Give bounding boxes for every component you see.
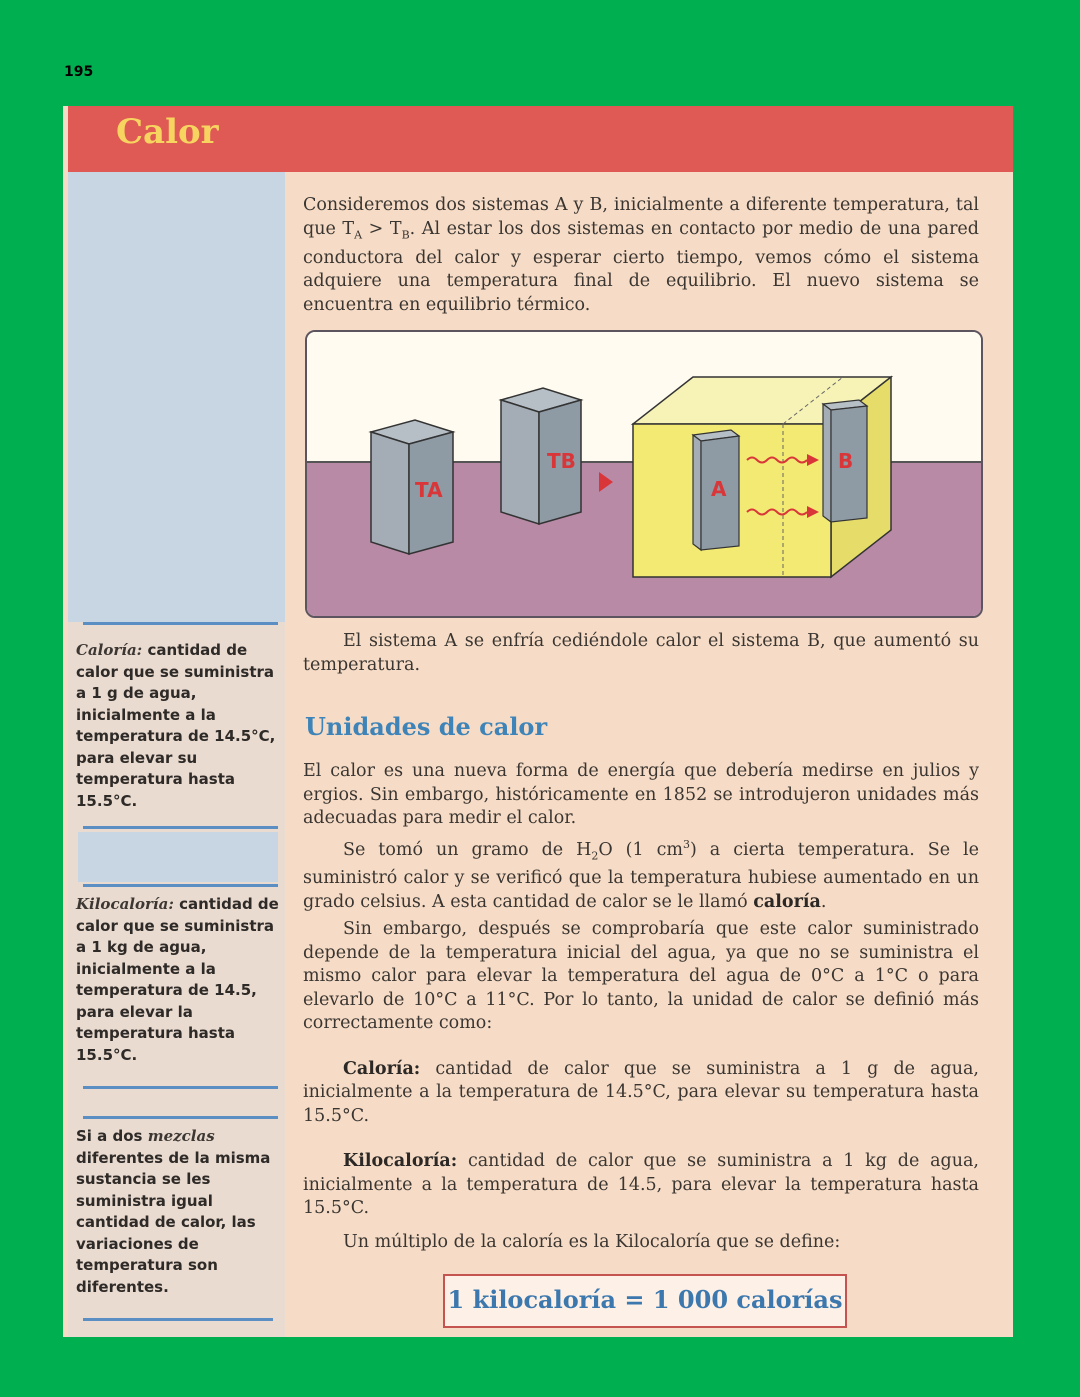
formula-box: 1 kilocaloría = 1 000 calorías: [443, 1274, 847, 1328]
sidebar-divider: [83, 884, 278, 887]
sidebar-note-text: Si a dos: [76, 1127, 148, 1145]
sidebar-note-text: cantidad de calor que se suministra a 1 g de agua, inicialmente a la temperatura de 14.5°C, para elevar su temperatura hasta 15.5°C.: [76, 641, 276, 810]
label-ta: TA: [415, 478, 443, 502]
definition-kilocaloria: [303, 1150, 979, 1221]
text-run: Se tomó un gramo de H: [343, 839, 592, 860]
intro-paragraph: [303, 194, 979, 317]
subscript-a: A: [354, 228, 363, 241]
intro-text: Consideremos dos sistemas A y B, inicialmente a diferente temperatura, tal que T: [303, 195, 979, 239]
sidebar-divider: [83, 826, 278, 829]
subscript-2: 2: [591, 848, 599, 862]
definition-term: Caloría:: [343, 1058, 421, 1079]
sidebar-divider: [83, 1086, 278, 1089]
text-run: ) a cierta temperatura. Se le suministró calor y se verificó que la temperatura hubiese aumentado en un grado celsius. A esta cantidad de calor se le llamó: [303, 839, 979, 912]
sidebar-note-kilocaloria: [76, 894, 281, 1066]
body-paragraph-2: [303, 833, 979, 915]
chapter-header: [68, 106, 1013, 172]
section-title: Unidades de calor: [305, 712, 548, 741]
sidebar-divider: [83, 622, 278, 625]
sidebar: [68, 172, 285, 1337]
body-block: [303, 760, 979, 1254]
sidebar-term: Caloría:: [76, 641, 143, 659]
subscript-b: B: [401, 228, 410, 241]
term-caloria: caloría: [753, 891, 821, 912]
thermal-equilibrium-figure: [305, 330, 983, 618]
definition-term: Kilocaloría:: [343, 1151, 458, 1172]
sidebar-term: mezclas: [147, 1127, 215, 1145]
body-paragraph-1: El calor es una nueva forma de energía que debería medirse en julios y ergios. Sin embargo, históricamente en 1852 se introdujeron unidades más adecuadas para medir el calor.: [303, 761, 979, 828]
intro-block: [303, 194, 979, 317]
figure-caption: El sistema A se enfría cediéndole calor el sistema B, que aumentó su temperatura.: [303, 631, 979, 675]
sidebar-note-caloria: [76, 640, 281, 812]
sidebar-note-text: diferentes de la misma sustancia se les suministra igual cantidad de calor, las variaciones de temperatura son diferentes.: [76, 1148, 271, 1296]
definition-text: cantidad de calor que se suministra a 1 g de agua, inicialmente a la temperatura de 14.5°C, para elevar su temperatura hasta 15.5°C.: [303, 1058, 979, 1126]
intro-text: . Al estar los dos sistemas en contacto por medio de una pared conductora del calor y esperar cierto tiempo, vemos cómo el sistema adquiere una temperatura final de equilibrio. El nuevo sistema se encuentra en equilibrio térmico.: [303, 218, 979, 315]
page-number: 195: [64, 64, 94, 80]
intro-text: > T: [362, 218, 402, 239]
definition-text: cantidad de calor que se suministra a 1 kg de agua, inicialmente a la temperatura de 14.5, para elevar la temperatura hasta 15.5°C.: [303, 1151, 979, 1219]
block-b: [823, 400, 867, 522]
definition-caloria: [303, 1058, 979, 1129]
label-tb: TB: [547, 449, 576, 473]
text-run: .: [820, 891, 827, 912]
chapter-title: Calor: [116, 112, 219, 152]
block-a: [693, 430, 739, 550]
label-b: B: [838, 449, 854, 473]
label-a: A: [711, 477, 727, 501]
text-run: O (1 cm: [598, 839, 684, 860]
body-paragraph-4: Un múltiplo de la caloría es la Kilocaloría que se define:: [343, 1231, 841, 1252]
sidebar-note-mezclas: [76, 1126, 281, 1298]
sidebar-blue-panel: [68, 172, 285, 622]
sidebar-note-text: cantidad de calor que se suministra a 1 kg de agua, inicialmente a la temperatura de 14.5, para elevar la temperatura hasta 15.5°C.: [76, 895, 279, 1064]
body-paragraph-3: Sin embargo, después se comprobaría que este calor suministrado depende de la temperatura inicial del agua, ya que no se suministra el mismo calor para elevar la temperatura del agua de 0°C a 1°C o para elevarlo de 10°C a 11°C. Por lo tanto, la unidad de calor se definió más correctamente como:: [303, 919, 979, 1034]
figure-caption-block: [303, 630, 979, 677]
sidebar-divider: [83, 1116, 278, 1119]
sidebar-blue-box: [78, 832, 278, 882]
sidebar-term: Kilocaloría:: [76, 895, 174, 913]
superscript-3: 3: [683, 837, 691, 851]
textbook-page: [63, 106, 1013, 1337]
figure-illustration: [307, 332, 981, 616]
block-tb: [501, 388, 581, 524]
sidebar-divider: [83, 1318, 273, 1321]
block-ta: [371, 420, 453, 554]
